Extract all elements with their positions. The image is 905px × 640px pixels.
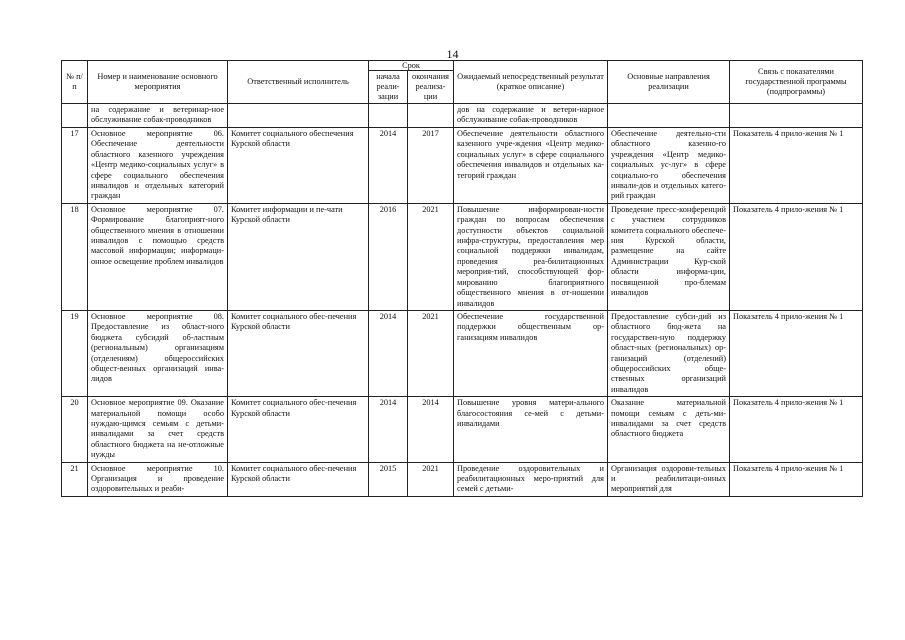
- cell-result: Проведение оздоровительных и реабилитационных меро-приятий для семей с детьми-: [454, 462, 608, 496]
- cell-directions: Предоставление субси-дий из областного бюд-жета на государствен-ную поддержку област-ных (региональных) ор-ганизаций (отделений) общероссийских обще-ственных организаций инвалидов: [608, 310, 730, 396]
- cell-link: [730, 104, 863, 128]
- cell-directions: Оказание материальной помощи семьям с деть-ми-инвалидами за счет средств областного бюджета: [608, 397, 730, 462]
- table-row: [62, 104, 863, 128]
- cell-num: 20: [62, 397, 88, 462]
- cell-executor: Комитет социального обес-печения Курской области: [228, 462, 369, 496]
- cell-result: Повышение уровня матери-ального благосостояния се-мей с детьми-инвалидами: [454, 397, 608, 462]
- cell-num: 18: [62, 203, 88, 310]
- cell-directions: Обеспечение деятельно-сти областного казенно-го учреждения «Центр медико-социальных ус-луг» в сфере социально-го обеспечения инвали-дов и отдельных катего-рий граждан: [608, 128, 730, 204]
- cell-end: 2017: [408, 128, 454, 204]
- page-number: 14: [446, 47, 459, 61]
- cell-link: Показатель 4 прило-жения № 1: [730, 397, 863, 462]
- cell-start: 2016: [369, 203, 408, 310]
- table-row: [62, 462, 863, 496]
- header-executor: Ответственный исполнитель: [228, 61, 369, 104]
- cell-num: [62, 104, 88, 128]
- cell-start: [369, 104, 408, 128]
- cell-directions: [608, 104, 730, 128]
- cell-end: 2021: [408, 203, 454, 310]
- cell-executor: [228, 104, 369, 128]
- cell-start: 2015: [369, 462, 408, 496]
- header-name: Номер и наименование основного мероприятия: [88, 61, 228, 104]
- cell-name: Основное мероприятие 06. Обеспечение деятельности областного казенного учреждения «Центр медико-социальных услуг» в сфере социального обеспечения инвалидов и отдельных категорий граждан: [88, 128, 228, 204]
- cell-start: 2014: [369, 128, 408, 204]
- cell-result: Обеспечение деятельности областного казенного учре-ждения «Центр медико-социальных услуг» в сфере социального обеспечения инвалидов и отдельных ка-тегорий граждан: [454, 128, 608, 204]
- cell-executor: Комитет социального обес-печения Курской области: [228, 397, 369, 462]
- cell-result: дов на содержание и ветери-нарное обслуживание собак-проводников: [454, 104, 608, 128]
- cell-end: 2014: [408, 397, 454, 462]
- cell-name: Основное мероприятие 09. Оказание материальной помощи особо нуждаю-щимся семьям с детьми-инвалидами за счет средств областного бюджета на не-отложные нужды: [88, 397, 228, 462]
- cell-end: 2021: [408, 310, 454, 396]
- cell-link: Показатель 4 прило-жения № 1: [730, 128, 863, 204]
- header-term: Срок: [369, 61, 454, 71]
- header-result: Ожидаемый непосредственный результат (краткое описание): [454, 61, 608, 104]
- cell-name: Основное мероприятие 10. Организация и проведение оздоровительных и реаби-: [88, 462, 228, 496]
- cell-result: Повышение информирован-ности граждан по вопросам обеспечения доступности объектов социальной инфра-структуры, предоставления мер социальной поддержки инвалидам, проведения реа-билитационных мероприя-тий, способствующей фор-мированию благоприятного общественного мнения в от-ношении инвалидов: [454, 203, 608, 310]
- cell-num: 17: [62, 128, 88, 204]
- cell-executor: Комитет информации и пе-чати Курской области: [228, 203, 369, 310]
- cell-executor: Комитет социального обес-печения Курской области: [228, 310, 369, 396]
- cell-link: Показатель 4 прило-жения № 1: [730, 203, 863, 310]
- cell-num: 19: [62, 310, 88, 396]
- cell-directions: Проведение пресс-конференций с участием сотрудников комитета социального обеспече-ния Курской области, размещение на сайте Администрации Кур-ской области информа-ции, посвященной про-блемам инвалидов: [608, 203, 730, 310]
- cell-end: [408, 104, 454, 128]
- header-start: начала реали-зации: [369, 71, 408, 104]
- header-num: № п/п: [62, 61, 88, 104]
- cell-num: 21: [62, 462, 88, 496]
- cell-link: Показатель 4 прило-жения № 1: [730, 462, 863, 496]
- cell-start: 2014: [369, 397, 408, 462]
- table-row: [62, 203, 863, 310]
- header-end: окончания реализа-ции: [408, 71, 454, 104]
- cell-link: Показатель 4 прило-жения № 1: [730, 310, 863, 396]
- cell-name: на содержание и ветеринар-ное обслуживание собак-проводников: [88, 104, 228, 128]
- cell-start: 2014: [369, 310, 408, 396]
- table-row: [62, 310, 863, 396]
- cell-result: Обеспечение государственной поддержки общественным ор-ганизациям инвалидов: [454, 310, 608, 396]
- cell-name: Основное мероприятие 08. Предоставление из област-ного бюджета субсидий об-ластным (региональным) организациям (отделениям) общероссийских общест-венных организаций инва-лидов: [88, 310, 228, 396]
- table-row: [62, 128, 863, 204]
- cell-name: Основное мероприятие 07. Формирование благоприят-ного общественного мнения в отношении инвалидов с помощью средств массовой информации; информаци-онное освещение проблем инвалидов: [88, 203, 228, 310]
- header-link: Связь с показателями государственной программы (подпрограммы): [730, 61, 863, 104]
- program-table: [61, 60, 863, 497]
- header-directions: Основные направления реализации: [608, 61, 730, 104]
- cell-end: 2021: [408, 462, 454, 496]
- cell-executor: Комитет социального обеспечения Курской области: [228, 128, 369, 204]
- cell-directions: Организация оздорови-тельных и реабилитаци-онных мероприятий для: [608, 462, 730, 496]
- table-header: [62, 61, 863, 104]
- table-row: [62, 397, 863, 462]
